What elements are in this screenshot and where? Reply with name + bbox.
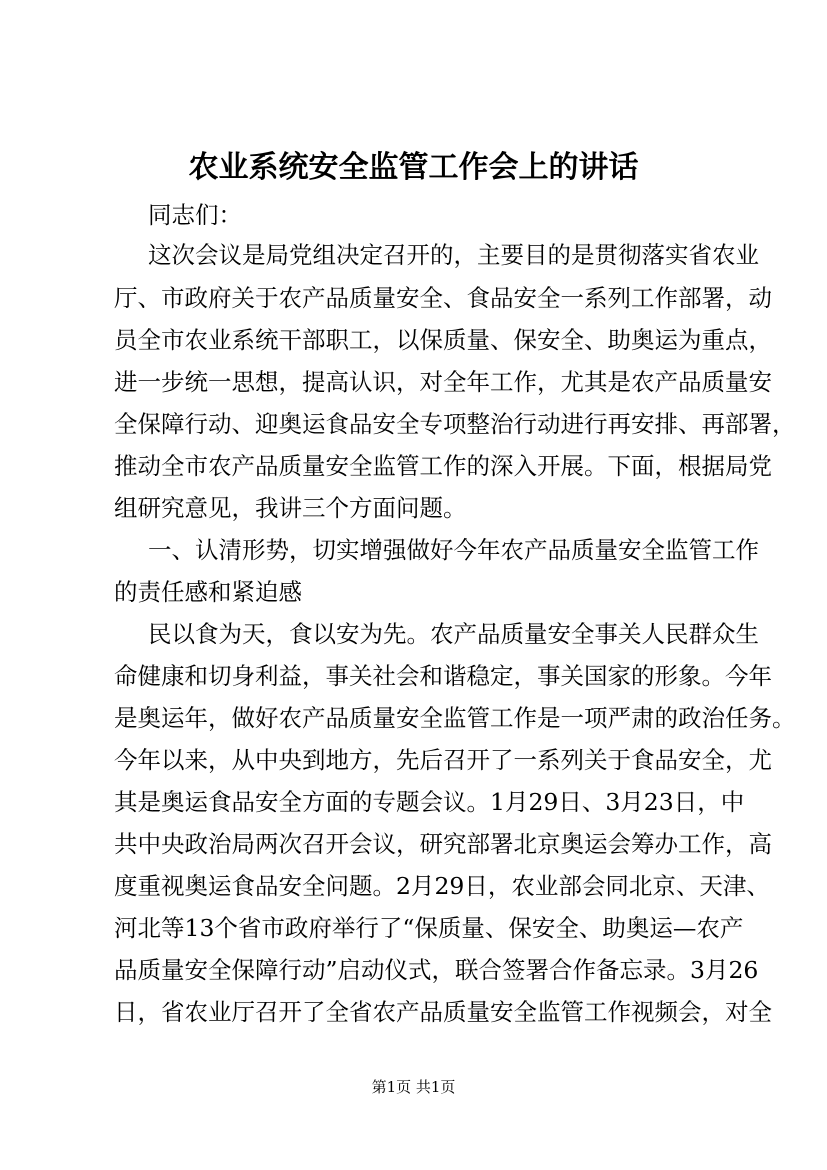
document-title: 农业系统安全监管工作会上的讲话 — [188, 150, 639, 185]
text-line: 厅、市政府关于农产品质量安全、食品安全一系列工作部署，动 — [114, 284, 772, 312]
text-line: 命健康和切身利益，事关社会和谐稳定，事关国家的形象。今年 — [114, 662, 772, 690]
text-line: 共中央政治局两次召开会议，研究部署北京奥运会筹办工作，高 — [114, 830, 772, 858]
section-heading-line: 的责任感和紧迫感 — [114, 578, 302, 606]
page-number-footer: 第1页 共1页 — [371, 1078, 456, 1096]
text-line: 河北等13个省市政府举行了“保质量、保安全、助奥运—农产 — [114, 914, 744, 942]
text-line: 进一步统一思想，提高认识，对全年工作，尤其是农产品质量安 — [114, 368, 772, 396]
text-line: 其是奥运食品安全方面的专题会议。1月29日、3月23日，中 — [114, 788, 745, 816]
text-line: 组研究意见，我讲三个方面问题。 — [114, 494, 467, 522]
text-line: 日，省农业厅召开了全省农产品质量安全监管工作视频会，对全 — [114, 998, 772, 1026]
text-line: 民以食为天，食以安为先。农产品质量安全事关人民群众生 — [148, 620, 759, 648]
text-line: 推动全市农产品质量安全监管工作的深入开展。下面，根据局党 — [114, 452, 772, 480]
text-line: 品质量安全保障行动”启动仪式，联合签署合作备忘录。3月26 — [114, 956, 759, 984]
text-line: 是奥运年，做好农产品质量安全监管工作是一项严肃的政治任务。 — [114, 704, 796, 732]
text-line-salutation: 同志们： — [148, 201, 242, 229]
text-line: 度重视奥运食品安全问题。2月29日，农业部会同北京、天津、 — [114, 872, 770, 900]
section-heading-line: 一、认清形势，切实增强做好今年农产品质量安全监管工作 — [148, 536, 759, 564]
text-line: 今年以来，从中央到地方，先后召开了一系列关于食品安全，尤 — [114, 746, 772, 774]
text-line: 全保障行动、迎奥运食品安全专项整治行动进行再安排、再部署， — [114, 410, 796, 438]
text-line: 这次会议是局党组决定召开的，主要目的是贯彻落实省农业 — [148, 241, 759, 269]
text-line: 员全市农业系统干部职工，以保质量、保安全、助奥运为重点， — [114, 326, 772, 354]
